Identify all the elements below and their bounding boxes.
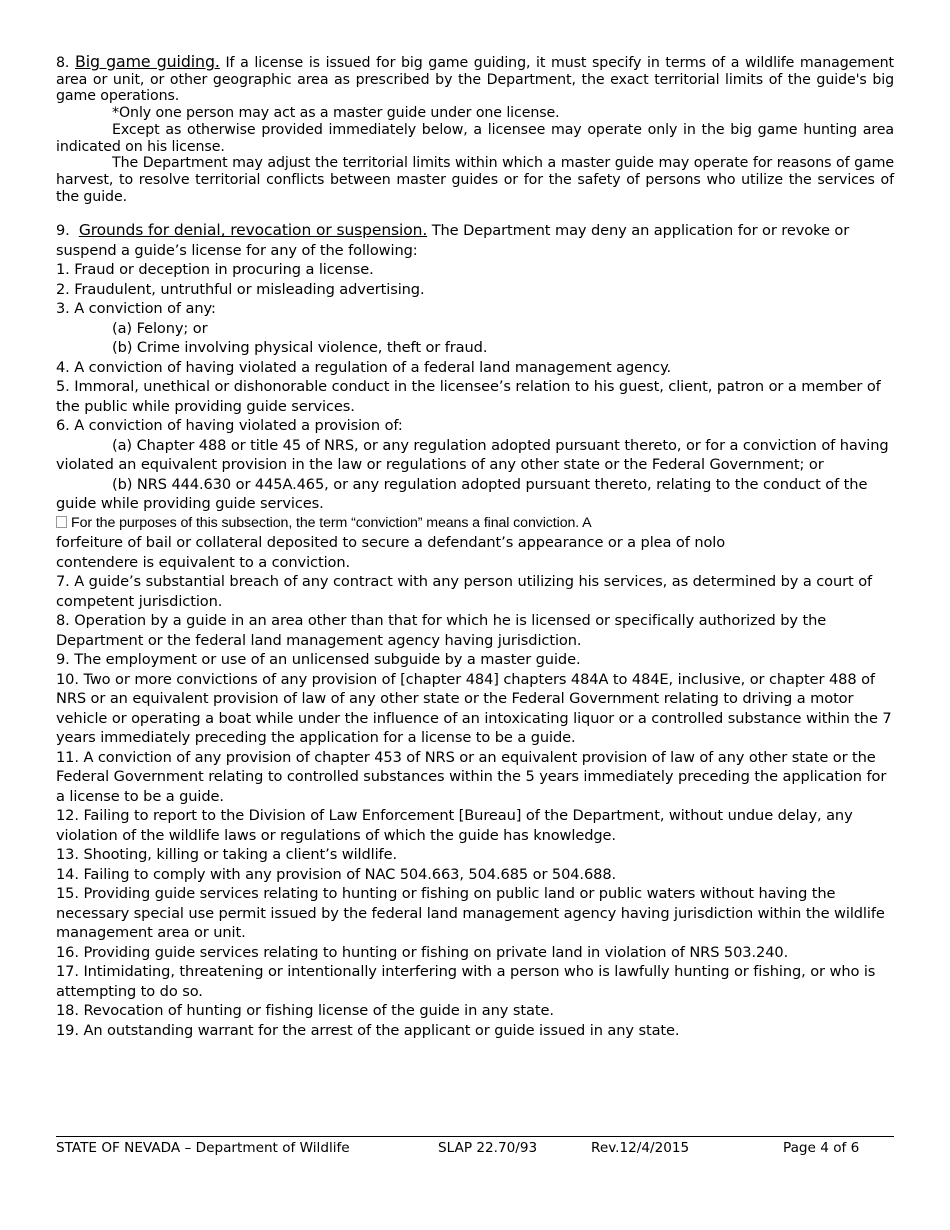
- sub-list-item: (b) NRS 444.630 or 445A.465, or any regulation adopted pursuant thereto, relating to the conduct of the guide while providing guide services.: [56, 475, 868, 513]
- list-item: 13. Shooting, killing or taking a client’s wildlife.: [56, 846, 398, 864]
- conviction-note: [56, 514, 894, 534]
- list-item: 19. An outstanding warrant for the arrest of the applicant or guide issued in any state.: [56, 1021, 680, 1039]
- footer-page-number: Page 4 of 6: [783, 1140, 860, 1156]
- section-8-heading: Big game guiding.: [75, 52, 220, 71]
- section-9-number: 9.: [56, 222, 70, 240]
- sub-list-item: (a) Chapter 488 or title 45 of NRS, or any regulation adopted pursuant thereto, or for a conviction of having violated an equivalent provision in the law or regulations of any other state or the Federal Government; or: [56, 436, 889, 474]
- conviction-note-line-3: contendere is equivalent to a conviction.: [56, 553, 351, 571]
- list-item: 10. Two or more convictions of any provision of [chapter 484] chapters 484A to 484E, inclusive, or chapter 488 of NRS or an equivalent provision of law of any other state or the Federal Government relating to driving a motor vehicle or operating a boat while under the influence of an intoxicating liquor or a controlled substance within the 7 years immediately preceding the application for a license to be a guide.: [56, 670, 892, 747]
- section-8-p3: The Department may adjust the territorial limits within which a master guide may operate for reasons of game harvest, to resolve territorial conflicts between master guides or for the safety of persons who utilize the services of the guide.: [56, 155, 894, 205]
- list-item: 2. Fraudulent, untruthful or misleading advertising.: [56, 280, 425, 298]
- section-9-intro: [56, 221, 894, 260]
- list-item: 16. Providing guide services relating to hunting or fishing on private land in violation of NRS 503.240.: [56, 943, 789, 961]
- sub-list-item: (a) Felony; or: [112, 319, 208, 337]
- list-item: 12. Failing to report to the Division of Law Enforcement [Bureau] of the Department, without undue delay, any violation of the wildlife laws or regulations of which the guide has knowledge.: [56, 807, 853, 844]
- conviction-note-line-2: forfeiture of bail or collateral deposited to secure a defendant’s appearance or a plea of nolo: [56, 534, 726, 552]
- document-page: [56, 54, 894, 1040]
- checkbox-glyph-icon: [56, 516, 67, 528]
- list-item: 17. Intimidating, threatening or intentionally interfering with a person who is lawfully hunting or fishing, or who is attempting to do so.: [56, 963, 876, 1000]
- footer-agency: STATE OF NEVADA – Department of Wildlife: [56, 1140, 350, 1156]
- section-8-number: 8.: [56, 55, 70, 71]
- list-item: 8. Operation by a guide in an area other than that for which he is licensed or specifically authorized by the Department or the federal land management agency having jurisdiction.: [56, 612, 827, 649]
- section-9-intro-text: The Department may deny an application for or revoke or suspend a guide’s license for any of the following:: [56, 222, 850, 259]
- list-item: 15. Providing guide services relating to hunting or fishing on public land or public waters without having the necessary special use permit issued by the federal land management agency having jurisdiction within the wildlife management area or unit.: [56, 885, 885, 942]
- section-9-heading: Grounds for denial, revocation or suspension.: [78, 221, 428, 240]
- sub-list-item: (b) Crime involving physical violence, theft or fraud.: [112, 339, 488, 357]
- conviction-note-line-1: For the purposes of this subsection, the term “conviction” means a final conviction. A: [71, 514, 592, 531]
- list-item: 1. Fraud or deception in procuring a license.: [56, 261, 374, 279]
- section-8-text: If a license is issued for big game guiding, it must specify in terms of a wildlife management area or unit, or other geographic area as prescribed by the Department, the exact territorial limits of the guide's big game operations.: [56, 55, 894, 105]
- list-item: 18. Revocation of hunting or fishing license of the guide in any state.: [56, 1002, 554, 1020]
- section-8-p1: *Only one person may act as a master guide under one license.: [112, 105, 560, 122]
- list-item: 9. The employment or use of an unlicensed subguide by a master guide.: [56, 651, 581, 669]
- list-item: 7. A guide’s substantial breach of any contract with any person utilizing his services, as determined by a court of competent jurisdiction.: [56, 573, 873, 610]
- list-item: 3. A conviction of any:: [56, 300, 216, 318]
- list-item: 5. Immoral, unethical or dishonorable conduct in the licensee’s relation to his guest, client, patron or a member of the public while providing guide services.: [56, 378, 881, 415]
- list-item: 11. A conviction of any provision of chapter 453 of NRS or an equivalent provision of law of any other state or the Federal Government relating to controlled substances within the 5 years immediately preceding the application for a license to be a guide.: [56, 748, 887, 805]
- section-8-paragraph: [56, 54, 894, 105]
- list-item: 14. Failing to comply with any provision of NAC 504.663, 504.685 or 504.688.: [56, 865, 617, 883]
- section-8-p2: Except as otherwise provided immediately below, a licensee may operate only in the big game hunting area indicated on his license.: [56, 121, 894, 155]
- section-9: [56, 221, 894, 1040]
- section-8: [56, 54, 894, 205]
- list-item: 4. A conviction of having violated a regulation of a federal land management agency.: [56, 358, 672, 376]
- list-item: 6. A conviction of having violated a provision of:: [56, 417, 403, 435]
- page-footer: [56, 1136, 894, 1160]
- footer-revision: Rev.12/4/2015: [591, 1140, 690, 1156]
- footer-form-number: SLAP 22.70/93: [438, 1140, 538, 1156]
